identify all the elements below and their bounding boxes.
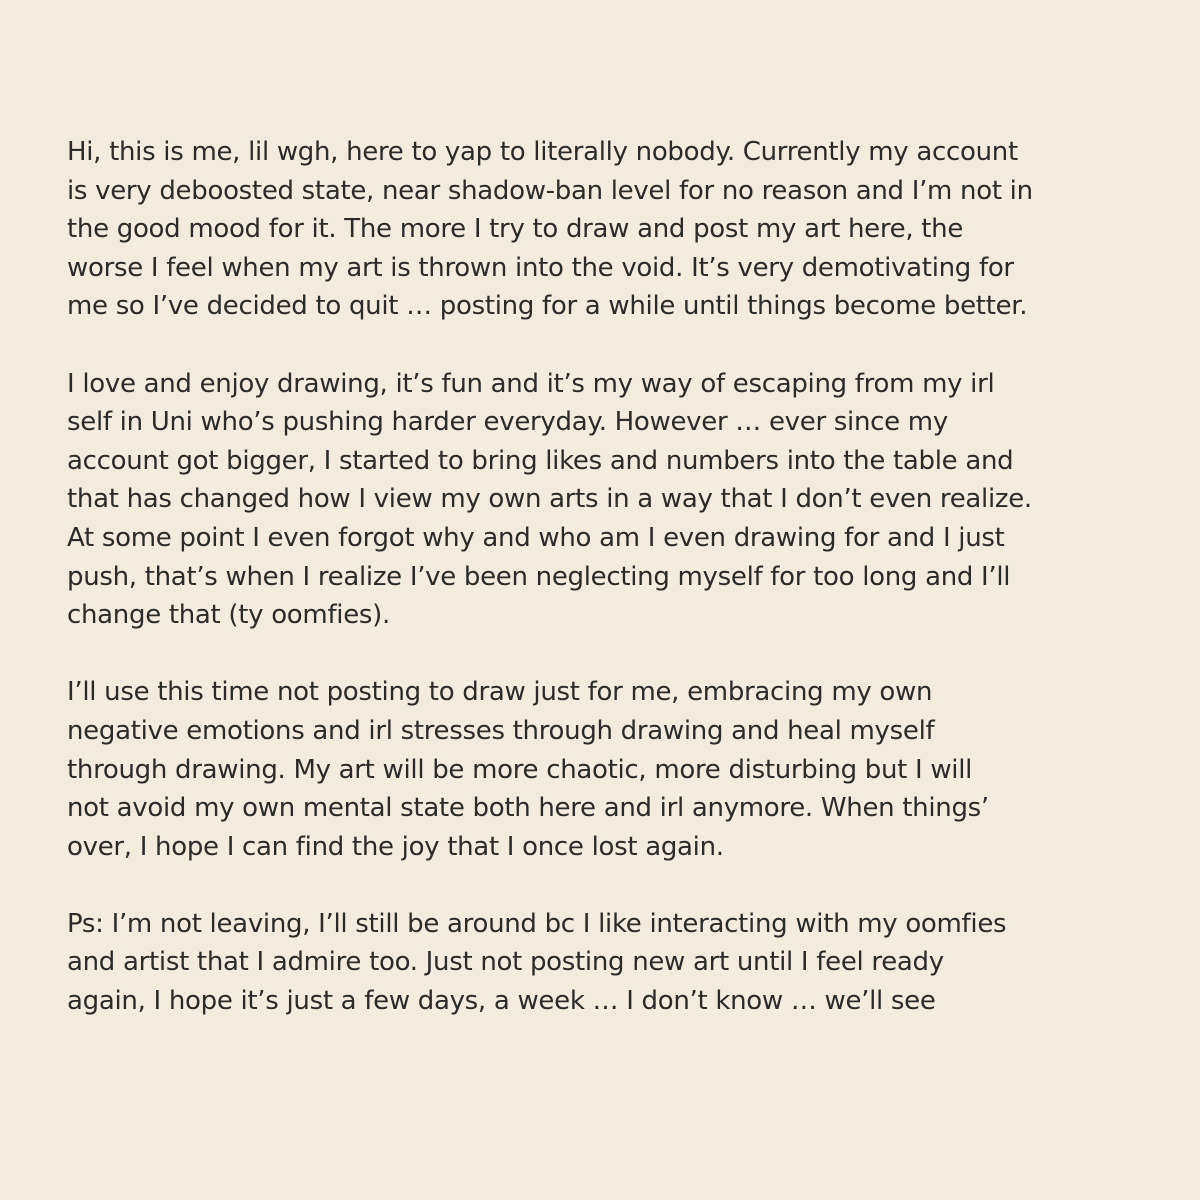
text-line: account got bigger, I started to bring likes and numbers into the table and — [67, 445, 1014, 476]
paragraph-4 — [67, 905, 1147, 1021]
text-line: change that (ty oomfies). — [67, 600, 390, 631]
text-line: negative emotions and irl stresses through drawing and heal myself — [67, 715, 935, 746]
text-line: through drawing. My art will be more chaotic, more disturbing but I will — [67, 754, 973, 785]
paragraph-3 — [67, 673, 1147, 866]
text-line: I love and enjoy drawing, it’s fun and it’s my way of escaping from my irl — [67, 368, 995, 399]
text-line: and artist that I admire too. Just not posting new art until I feel ready — [67, 947, 944, 978]
text-line: is very deboosted state, near shadow-ban level for no reason and I’m not in — [67, 175, 1033, 206]
text-line: I’ll use this time not posting to draw just for me, embracing my own — [67, 677, 933, 708]
text-line: Hi, this is me, lil wgh, here to yap to literally nobody. Currently my account — [67, 137, 1018, 167]
text-line: that has changed how I view my own arts in a way that I don’t even realize. — [67, 484, 1032, 515]
text-line: me so I’ve decided to quit … posting for a while until things become better. — [67, 291, 1028, 322]
text-line: again, I hope it’s just a few days, a week … I don’t know … we’ll see — [67, 986, 936, 1017]
text-line: At some point I even forgot why and who am I even drawing for and I just — [67, 522, 1005, 553]
text-line: self in Uni who’s pushing harder everyday. However … ever since my — [67, 407, 948, 438]
text-line: push, that’s when I realize I’ve been neglecting myself for too long and I’ll — [67, 561, 1011, 592]
note-text-block — [67, 133, 1147, 1021]
paragraph-1 — [67, 133, 1147, 326]
paragraph-2 — [67, 365, 1147, 635]
text-line: worse I feel when my art is thrown into the void. It’s very demotivating for — [67, 252, 1014, 283]
text-line: not avoid my own mental state both here and irl anymore. When things’ — [67, 793, 989, 824]
text-line: the good mood for it. The more I try to draw and post my art here, the — [67, 214, 964, 245]
text-line: over, I hope I can find the joy that I once lost again. — [67, 831, 724, 862]
text-line: Ps: I’m not leaving, I’ll still be around bc I like interacting with my oomfies — [67, 908, 1007, 939]
